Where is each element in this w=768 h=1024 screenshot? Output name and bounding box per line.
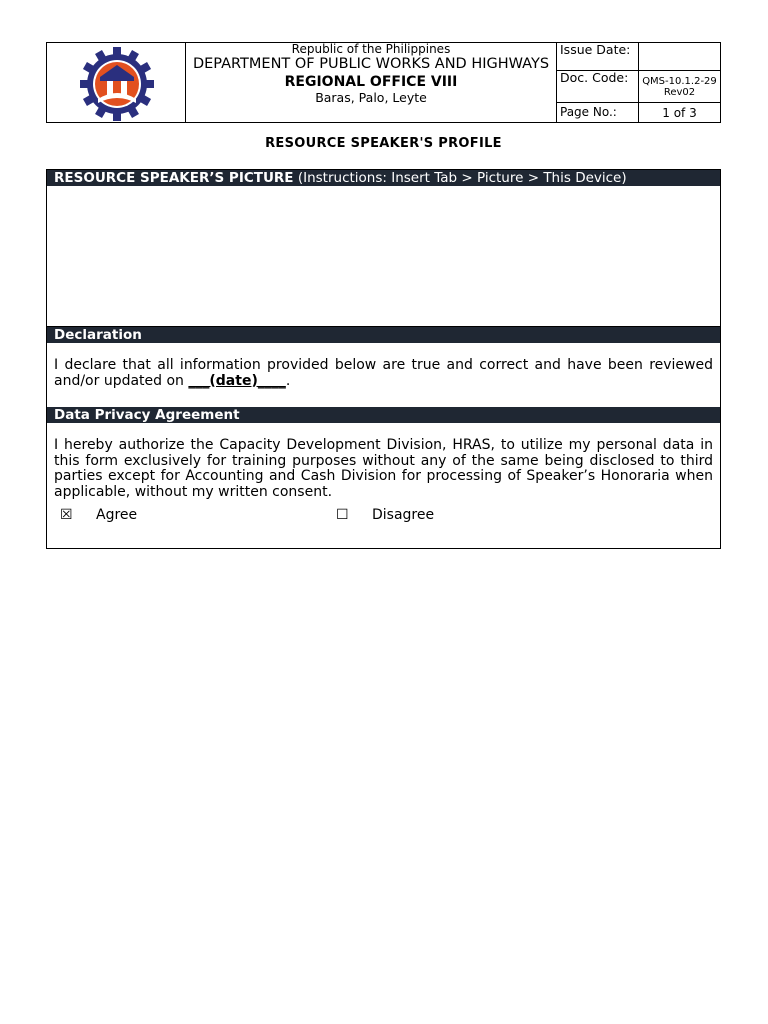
meta-row-doc-code bbox=[557, 71, 720, 103]
issue-date-value bbox=[639, 43, 720, 70]
declaration-statement: I declare that all information provided below are true and correct and have been reviewed and/or updated on bbox=[54, 357, 713, 389]
disagree-option[interactable] bbox=[336, 507, 434, 523]
declaration-text bbox=[47, 343, 720, 407]
agree-option[interactable] bbox=[60, 507, 137, 523]
declaration-period: . bbox=[285, 372, 291, 389]
consent-choices bbox=[47, 500, 720, 540]
agree-label: Agree bbox=[96, 507, 138, 523]
doc-code-label: Doc. Code: bbox=[557, 71, 639, 102]
office-location: Baras, Palo, Leyte bbox=[315, 90, 427, 105]
disagree-label: Disagree bbox=[372, 507, 435, 523]
privacy-text: I hereby authorize the Capacity Development Division, HRAS, to utilize my personal data in this form exclusively for training purposes without any of the same being disclosed to third parties except for Accounting and Cash Division for processing of Speaker’s Honoraria when applicable, without my written consent. bbox=[54, 437, 713, 500]
picture-instructions: (Instructions: Insert Tab > Picture > This Device) bbox=[297, 170, 627, 186]
disagree-checkbox[interactable]: ☐ bbox=[336, 507, 349, 523]
page-title: RESOURCE SPEAKER'S PROFILE bbox=[265, 136, 502, 151]
dpwh-seal-logo bbox=[80, 47, 154, 121]
declaration-section-header bbox=[47, 327, 720, 343]
date-field[interactable]: ___(date)____ bbox=[188, 372, 286, 389]
picture-section-heading: RESOURCE SPEAKER’S PICTURE bbox=[54, 170, 294, 186]
profile-form bbox=[46, 169, 721, 549]
issue-date-label: Issue Date: bbox=[557, 43, 639, 70]
page-no-value: 1 of 3 bbox=[662, 105, 697, 120]
meta-row-issue-date bbox=[557, 43, 720, 71]
agency-title-cell bbox=[186, 43, 557, 122]
regional-office: REGIONAL OFFICE VIII bbox=[284, 74, 458, 90]
picture-placeholder[interactable] bbox=[47, 186, 720, 327]
declaration-heading: Declaration bbox=[54, 327, 142, 343]
meta-row-page-no bbox=[557, 103, 720, 122]
department-name: DEPARTMENT OF PUBLIC WORKS AND HIGHWAYS bbox=[192, 56, 550, 72]
privacy-heading: Data Privacy Agreement bbox=[54, 407, 240, 423]
document-meta bbox=[557, 43, 720, 122]
document-header bbox=[46, 42, 721, 123]
page-no-label: Page No.: bbox=[557, 103, 639, 122]
agree-checkbox[interactable]: ☒ bbox=[60, 507, 73, 523]
picture-section-header bbox=[47, 170, 720, 186]
republic-label: Republic of the Philippines bbox=[291, 42, 451, 56]
logo-cell bbox=[47, 43, 186, 122]
doc-code-value: QMS-10.1.2-29 Rev02 bbox=[642, 75, 717, 98]
privacy-section-header bbox=[47, 407, 720, 423]
